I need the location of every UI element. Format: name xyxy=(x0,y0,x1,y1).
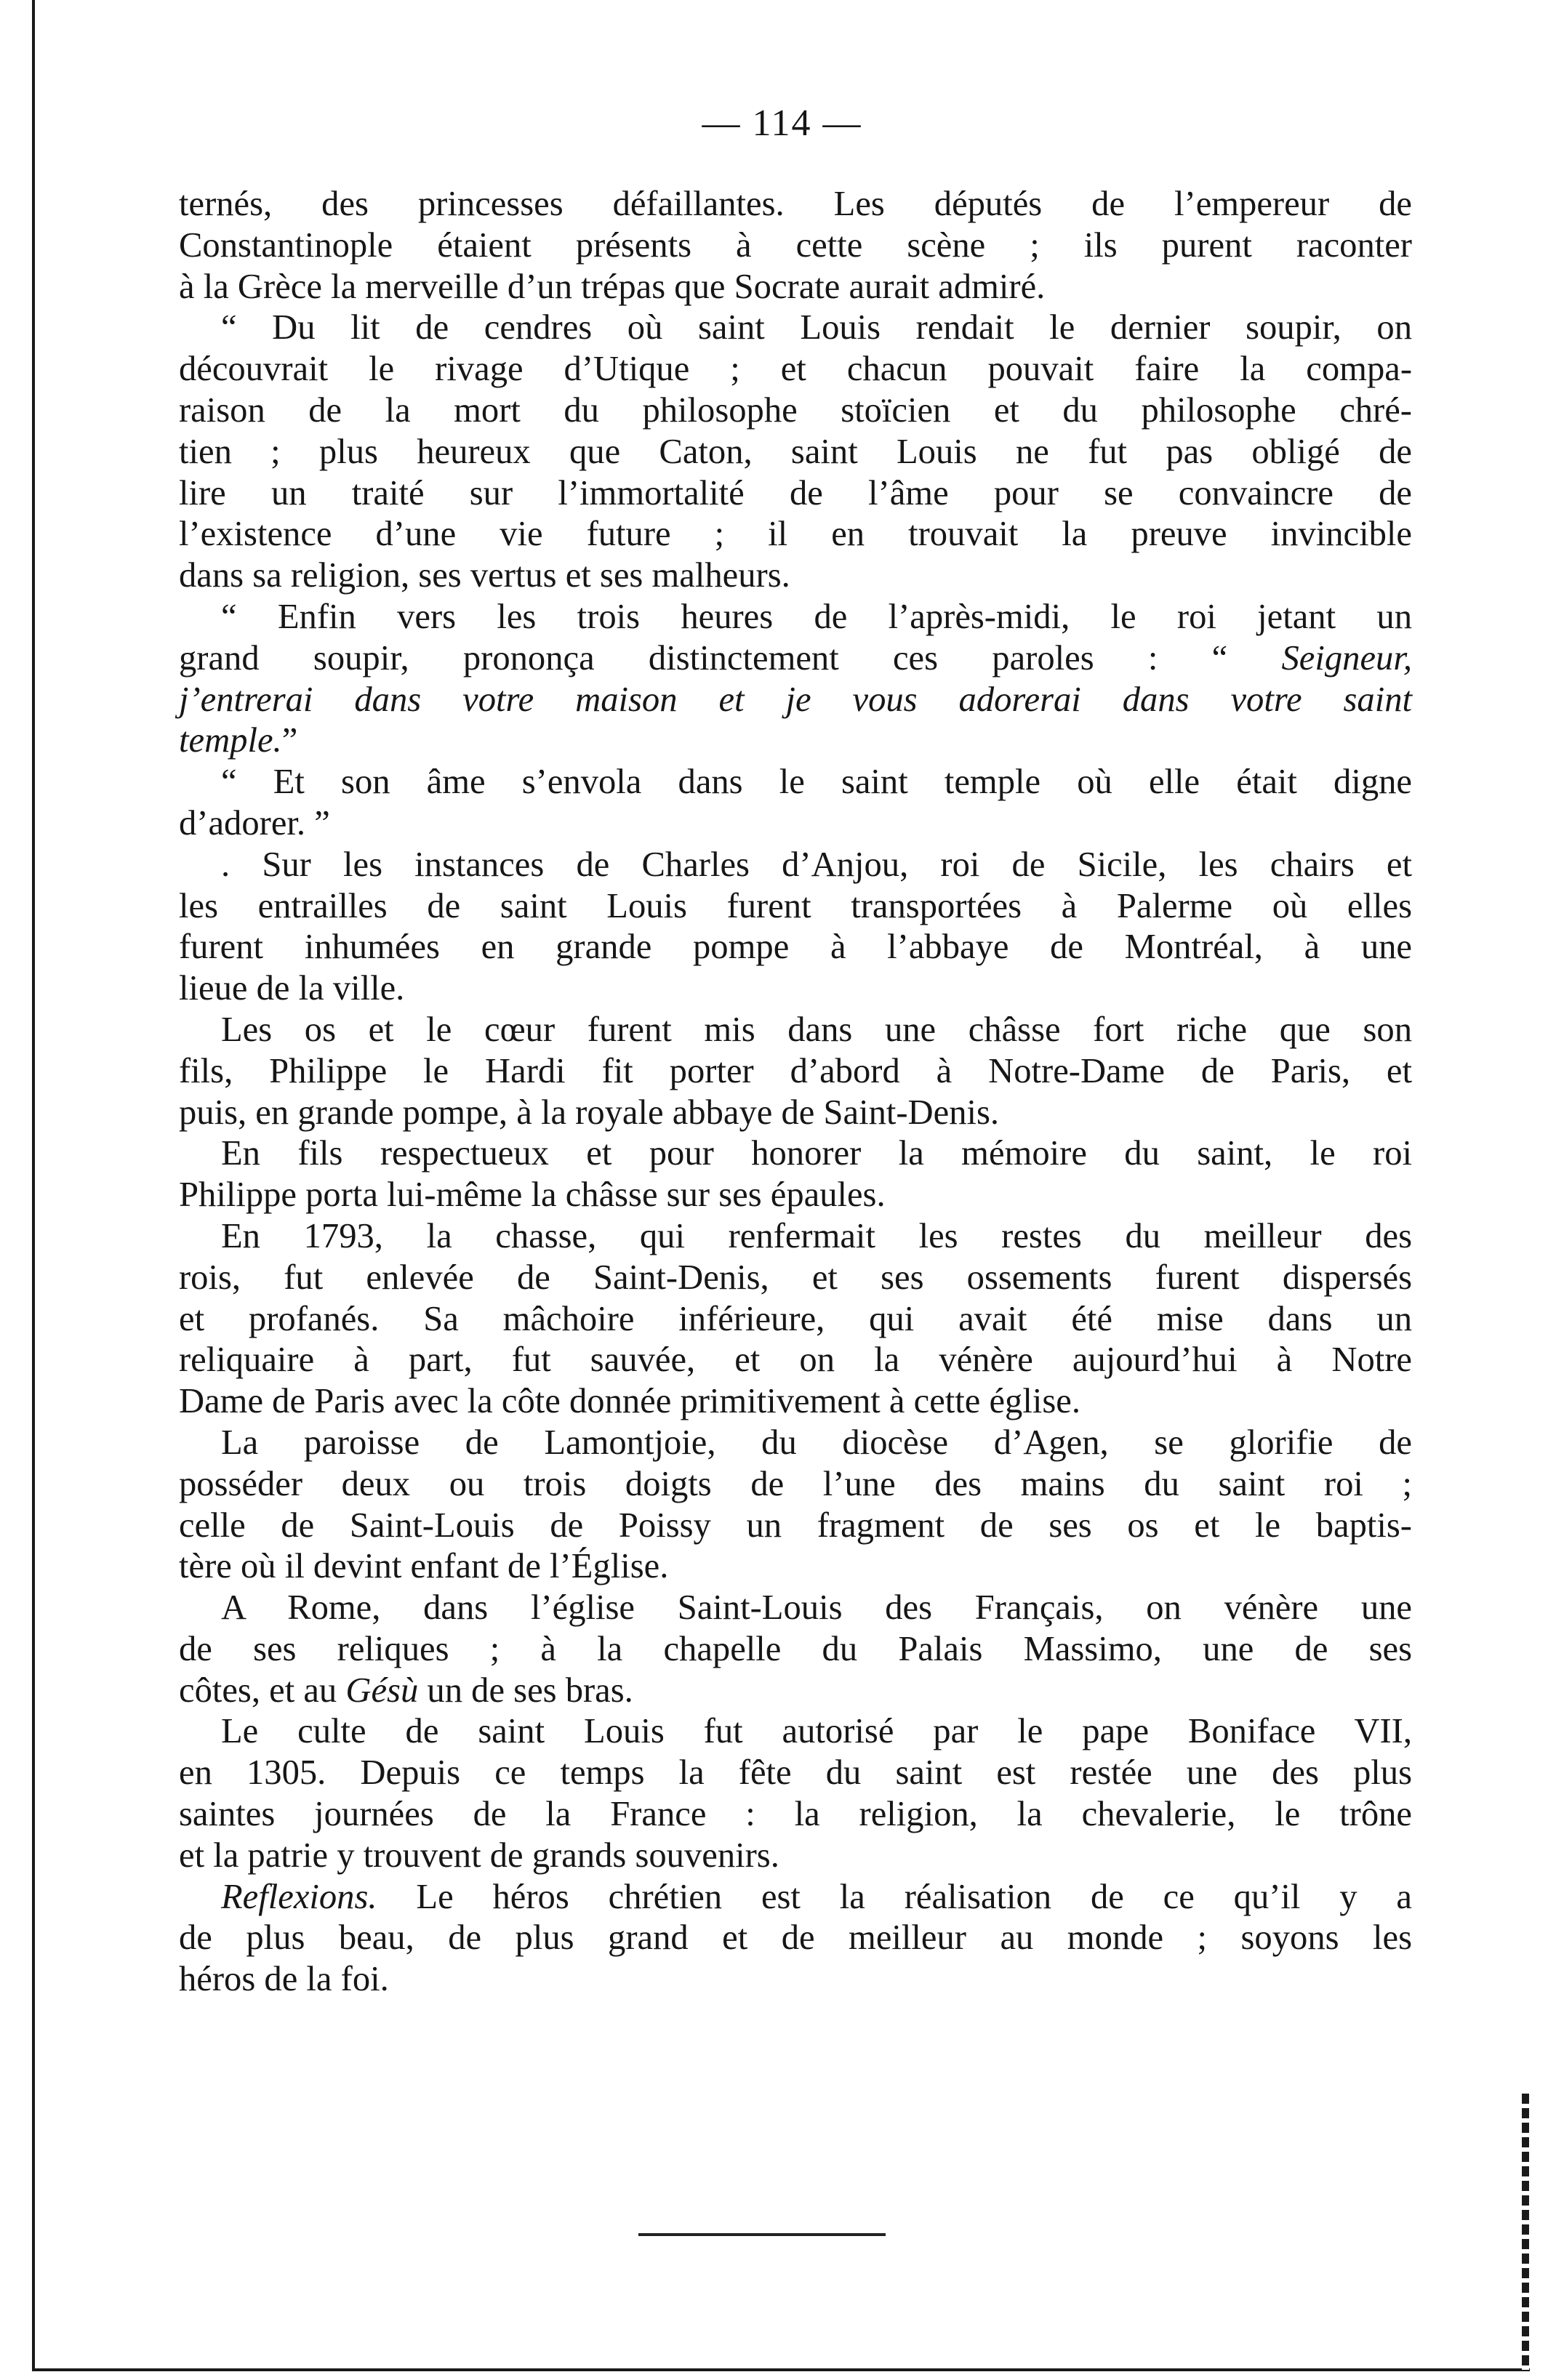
text-segment: tère où il devint enfant de l’Église. xyxy=(179,1546,669,1586)
text-segment: A Rome, dans l’église Saint-Louis des Français, on vénère une xyxy=(221,1588,1412,1628)
text-segment: fils, Philippe le Hardi fit porter d’abord à Notre-Dame de Paris, et xyxy=(179,1050,1412,1090)
text-line xyxy=(179,1628,1412,1670)
text-line xyxy=(179,266,1412,307)
italic-text: temple. xyxy=(179,720,282,760)
text-line xyxy=(179,555,1412,596)
text-segment: La paroisse de Lamontjoie, du diocèse d’Agen, se glorifie de xyxy=(221,1422,1412,1462)
text-line xyxy=(179,926,1412,968)
text-line xyxy=(179,1670,1412,1711)
text-segment: Constantinople étaient présents à cette scène ; ils purent raconter xyxy=(179,225,1412,265)
text-segment: un de ses bras. xyxy=(418,1670,633,1710)
text-segment: Les os et le cœur furent mis dans une châsse fort riche que son xyxy=(221,1009,1412,1049)
text-segment: furent inhumées en grande pompe à l’abbaye de Montréal, à une xyxy=(179,927,1412,967)
end-rule-divider xyxy=(638,2233,886,2236)
italic-text: Gésù xyxy=(345,1670,419,1710)
text-line xyxy=(179,1174,1412,1215)
page-body-text xyxy=(179,183,1412,2000)
text-segment: reliquaire à part, fut sauvée, et on la vénère aujourd’hui à Notre xyxy=(179,1340,1412,1380)
text-segment: En fils respectueux et pour honorer la mémoire du saint, le roi xyxy=(221,1133,1412,1173)
text-line xyxy=(179,1752,1412,1793)
text-segment: saintes journées de la France : la religion, la chevalerie, le trône xyxy=(179,1794,1412,1834)
text-line xyxy=(179,885,1412,927)
text-line xyxy=(179,803,1412,844)
text-line xyxy=(179,761,1412,803)
text-segment: dans sa religion, ses vertus et ses malheurs. xyxy=(179,555,790,595)
text-line xyxy=(179,1050,1412,1092)
text-line xyxy=(179,473,1412,514)
scan-edge-right xyxy=(1522,2094,1529,2371)
text-segment: et profanés. Sa mâchoire inférieure, qui avait été mise dans un xyxy=(179,1298,1412,1338)
text-line xyxy=(179,596,1412,638)
text-line xyxy=(179,1463,1412,1505)
text-segment: posséder deux ou trois doigts de l’une des mains du saint roi ; xyxy=(179,1463,1412,1503)
scan-edge-bottom xyxy=(32,2368,1530,2371)
text-line xyxy=(179,390,1412,431)
text-segment: de ses reliques ; à la chapelle du Palais Massimo, une de ses xyxy=(179,1628,1412,1668)
text-segment: lieue de la ville. xyxy=(179,968,405,1008)
text-segment: côtes, et au xyxy=(179,1670,346,1710)
text-line xyxy=(179,1133,1412,1174)
text-line xyxy=(179,968,1412,1009)
text-line xyxy=(179,1298,1412,1340)
text-line xyxy=(179,1257,1412,1298)
text-segment: puis, en grande pompe, à la royale abbaye de Saint-Denis. xyxy=(179,1092,1000,1132)
text-segment: “ Et son âme s’envola dans le saint temple où elle était digne xyxy=(221,762,1412,802)
text-line xyxy=(179,679,1412,720)
text-segment: et la patrie y trouvent de grands souvenirs. xyxy=(179,1835,779,1875)
text-segment: ” xyxy=(281,720,298,760)
text-line xyxy=(179,1339,1412,1380)
text-segment: d’adorer. ” xyxy=(179,803,330,843)
text-segment: . Sur les instances de Charles d’Anjou, roi de Sicile, les chairs et xyxy=(221,844,1412,884)
text-line xyxy=(179,1710,1412,1752)
text-line xyxy=(179,1422,1412,1463)
italic-text: j’entrerai dans votre maison et je vous adorerai dans votre saint xyxy=(179,679,1412,719)
text-line xyxy=(179,183,1412,225)
text-segment: Dame de Paris avec la côte donnée primitivement à cette église. xyxy=(179,1381,1080,1421)
scan-edge-left xyxy=(32,0,35,2371)
italic-text: Seigneur, xyxy=(1281,638,1412,678)
text-segment: “ Enfin vers les trois heures de l’après-midi, le roi jetant un xyxy=(221,596,1412,636)
text-segment: en 1305. Depuis ce temps la fête du saint est restée une des plus xyxy=(179,1753,1412,1793)
text-segment: à la Grèce la merveille d’un trépas que Socrate aurait admiré. xyxy=(179,266,1046,306)
text-line xyxy=(179,1876,1412,1918)
text-line xyxy=(179,1587,1412,1628)
text-segment: celle de Saint-Louis de Poissy un fragment de ses os et le baptis- xyxy=(179,1505,1412,1545)
text-line xyxy=(179,1009,1412,1050)
text-line xyxy=(179,513,1412,555)
text-line xyxy=(179,1215,1412,1257)
text-segment: Le héros chrétien est la réalisation de ce qu’il y a xyxy=(377,1876,1412,1916)
text-line xyxy=(179,1505,1412,1546)
text-segment: En 1793, la chasse, qui renfermait les restes du meilleur des xyxy=(221,1215,1412,1255)
text-line xyxy=(179,225,1412,266)
text-line xyxy=(179,1958,1412,2000)
text-segment: l’existence d’une vie future ; il en trouvait la preuve invincible xyxy=(179,514,1412,554)
text-segment: de plus beau, de plus grand et de meilleur au monde ; soyons les xyxy=(179,1918,1412,1958)
text-line xyxy=(179,307,1412,348)
text-line xyxy=(179,1835,1412,1876)
text-segment: lire un traité sur l’immortalité de l’âme pour se convaincre de xyxy=(179,473,1412,512)
text-segment: tien ; plus heureux que Caton, saint Louis ne fut pas obligé de xyxy=(179,431,1412,471)
text-segment: Philippe porta lui-même la châsse sur ses épaules. xyxy=(179,1175,886,1215)
text-line xyxy=(179,348,1412,390)
italic-text: Reflexions. xyxy=(221,1876,377,1916)
text-line xyxy=(179,1917,1412,1958)
text-line xyxy=(179,1380,1412,1422)
text-segment: Le culte de saint Louis fut autorisé par le pape Boniface VII, xyxy=(221,1711,1412,1751)
text-segment: rois, fut enlevée de Saint-Denis, et ses ossements furent dispersés xyxy=(179,1257,1412,1297)
page-number: — 114 — xyxy=(702,102,862,144)
text-segment: les entrailles de saint Louis furent transportées à Palerme où elles xyxy=(179,885,1412,925)
text-line xyxy=(179,1092,1412,1133)
text-line xyxy=(179,638,1412,679)
text-line xyxy=(179,431,1412,473)
text-segment: grand soupir, prononça distinctement ces paroles : “ xyxy=(179,638,1282,678)
text-segment: héros de la foi. xyxy=(179,1959,389,1999)
text-line xyxy=(179,720,1412,761)
text-segment: raison de la mort du philosophe stoïcien et du philosophe chré- xyxy=(179,390,1412,430)
text-line xyxy=(179,1793,1412,1835)
text-line xyxy=(179,844,1412,885)
text-line xyxy=(179,1545,1412,1587)
text-segment: découvrait le rivage d’Utique ; et chacun pouvait faire la compa- xyxy=(179,349,1412,389)
text-segment: “ Du lit de cendres où saint Louis rendait le dernier soupir, on xyxy=(221,307,1412,347)
text-segment: ternés, des princesses défaillantes. Les députés de l’empereur de xyxy=(179,184,1412,223)
